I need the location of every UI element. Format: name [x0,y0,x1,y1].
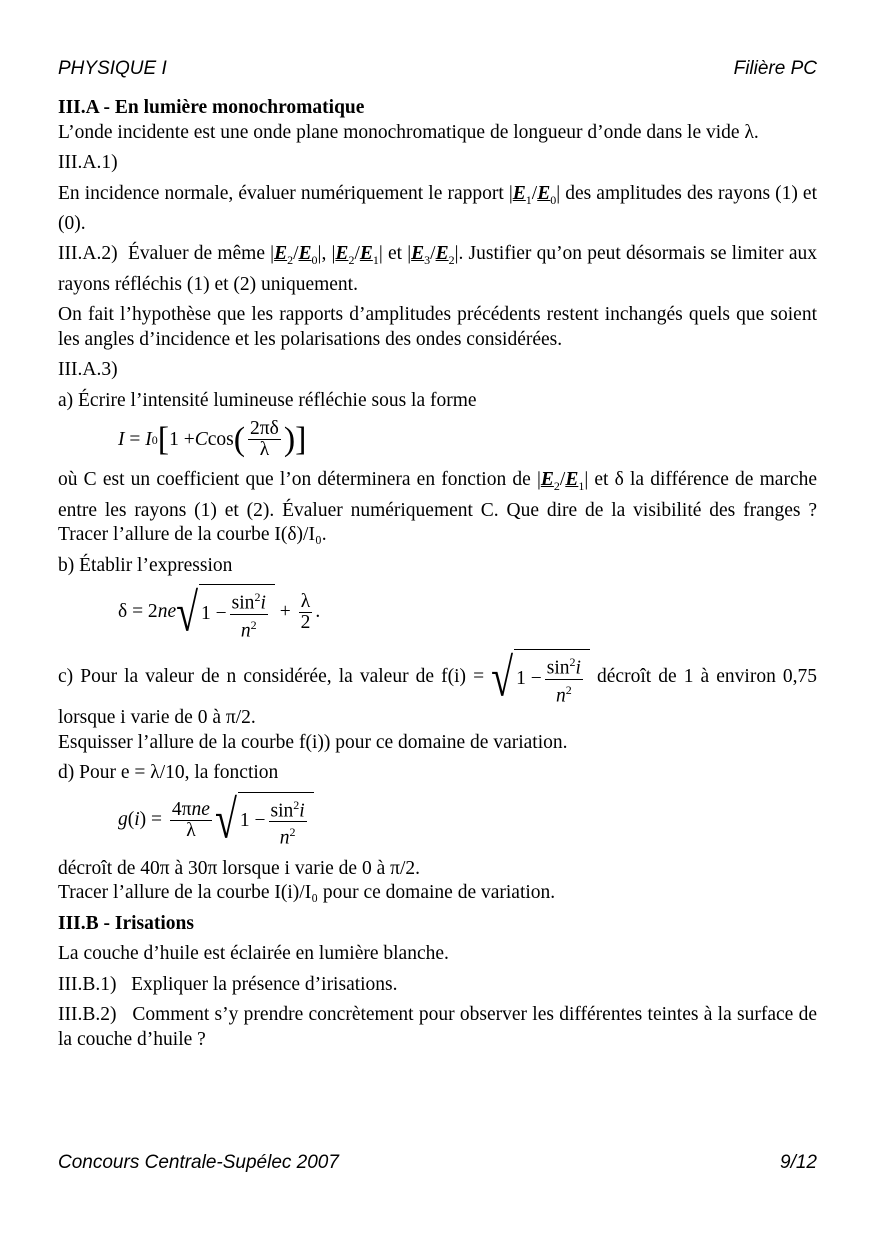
q-a2-before: Évaluer de même [127,243,265,265]
footer-page-number: 9/12 [780,1152,817,1173]
q-a3a-after: où C est un coefficient que l’on déterminera en fonction de $|E_2/E_1|$ et δ la différence de marche entre les rayons (1) et (2). Évaluer numériquement C. Que dire de la visibilité des franges ? Tracer l’allure de la courbe I(δ)/I₀. [58,469,818,546]
q-a3d: d) Pour e = λ/10, la fonction [58,762,279,784]
q-a2-after: . Justifier qu’on peut désormais se limiter aux rayons réfléchis (1) et (2) uniquement. [58,243,818,295]
header-track: Filière PC [733,58,817,79]
q-a2-text: III.A.2) Évaluer de même $|E_2/E_0|$, $|E_2/E_1|$ et $|E_3/E_2|$. Justifier qu’on peut désormais se limiter aux rayons réfléchis (1) et (2) uniquement. [58,243,818,295]
formula-intensity: I = I 0 [ 1 + C cos ( $\frac{2\pi\delta}{\lambda}$ )] [118,418,307,461]
q-a3-label: III.A.3) [58,359,118,381]
q-a2-label: III.A.2) [58,243,118,265]
hypothesis: On fait l’hypothèse que les rapports d’amplitudes précédents restent inchangés quels que soient les angles d’incidence et les polarisations des ondes considérées. [58,304,817,350]
formula-delta: δ = 2 ne √ 1 − $\frac{\sin^2i}{n^2}$ + $\frac{\lambda}{2}$ . [118,581,321,643]
q-a1-after: des amplitudes des rayons (1) et (0). [58,182,818,234]
q-b2-text: Comment s’y prendre concrètement pour observer les différentes teintes à la surface de la couche d’huile ? [58,1004,818,1050]
q-b2-label: III.B.2) [58,1004,117,1026]
q-a3a: a) Écrire l’intensité lumineuse réfléchie sous la forme [58,389,477,411]
section-a-intro: L’onde incidente est une onde plane monochromatique de longueur d’onde dans le vide λ. [58,121,759,143]
q-a3d-after-2: Tracer l’allure de la courbe I(i)/I₀ pour ce domaine de variation. [58,882,556,904]
q-a1-text: En incidence normale, évaluer numériquement le rapport $|E_1/E_0|$ des amplitudes des rayons (1) et (0). [58,182,818,234]
q-a3a-after-1: où C est un coefficient que l’on déterminera en fonction de [58,469,531,491]
q-a1-label: III.A.1) [58,152,118,173]
q-a1-before: En incidence normale, évaluer numériquement le rapport [58,182,504,204]
q-b1 [58,973,817,998]
q-b2 [58,1003,817,1052]
q-b1-label: III.B.1) [58,973,117,995]
section-a-title: III.A - En lumière monochromatique [58,97,365,118]
q-b1-text: Expliquer la présence d’irisations. [131,973,398,995]
section-b-intro: La couche d’huile est éclairée en lumière blanche. [58,943,449,965]
section-b-title: III.B - Irisations [58,912,194,934]
q-a3c-after: décroît de 1 à environ 0,75 lorsque i varie de 0 à π/2. [58,666,818,729]
q-a3a-after-2: et δ la différence de marche entre les rayons (1) et (2). Évaluer numériquement C. Que dire de la visibilité des franges ? Tracer l’allure de la courbe I(δ)/I₀. [58,469,818,546]
q-a3c-before: c) Pour la valeur de n considérée, la valeur de f(i) = [58,666,485,688]
q-a3b: b) Établir l’expression [58,554,233,576]
q-a3c: c) Pour la valeur de n considérée, la valeur de f(i) = √ 1 − $\frac{\sin^2i}{n^2}$ décroît de 1 à environ 0,75 lorsque i varie de 0 à π/2. [58,646,818,729]
q-a3d-after-1: décroît de 40π à 30π lorsque i varie de 0 à π/2. [58,857,421,879]
formula-g: g ( i ) = $\frac{\text{4πne}}{\lambda}$ √ 1 − $\frac{\sin^2i}{n^2}$ [118,792,817,849]
q-a3c-line2: Esquisser l’allure de la courbe f(i)) pour ce domaine de variation. [58,731,568,753]
header-subject: PHYSIQUE I [58,58,167,79]
page-content [58,96,817,1058]
footer-contest: Concours Centrale-Supélec 2007 [58,1152,339,1173]
